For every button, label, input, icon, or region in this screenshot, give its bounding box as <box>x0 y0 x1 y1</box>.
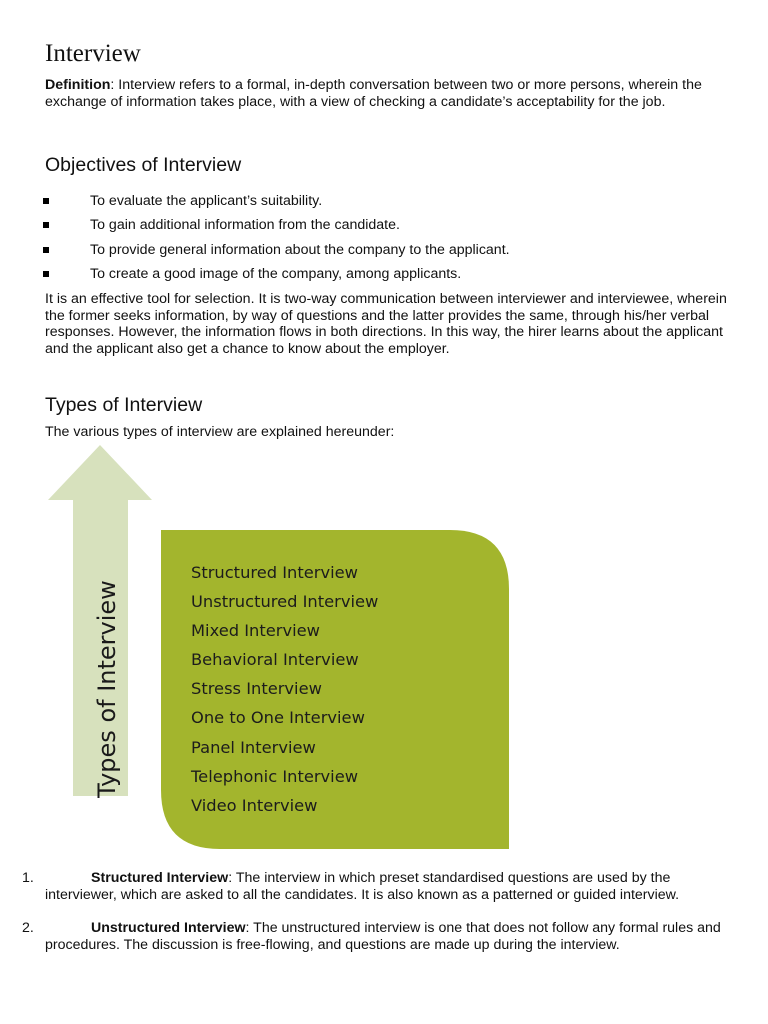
types-diagram <box>48 444 513 854</box>
types-list-item: Mixed Interview <box>191 621 320 641</box>
list-item <box>43 193 723 217</box>
item-text: : The interview in which preset standardised questions are used by the interviewer, which are asked to all the candidates. It is also known as a patterned or guided interview. <box>45 870 680 903</box>
types-list-item: Telephonic Interview <box>191 766 359 786</box>
types-list-item: Unstructured Interview <box>191 592 379 612</box>
types-intro: The various types of interview are explained hereunder: <box>45 424 395 440</box>
types-list-item: Video Interview <box>191 795 318 815</box>
item-number: 1. <box>22 870 34 886</box>
definition-label: Definition <box>45 77 111 93</box>
item-body <box>45 870 722 903</box>
types-list-item: Stress Interview <box>191 679 322 699</box>
item-body <box>45 920 722 953</box>
list-item <box>43 242 723 266</box>
bullet-icon <box>43 271 49 277</box>
bullet-icon <box>43 198 49 204</box>
types-list-item: Behavioral Interview <box>191 650 359 670</box>
types-list-item: One to One Interview <box>191 708 365 728</box>
list-item-text: To gain additional information from the candidate. <box>90 217 400 234</box>
objectives-list <box>43 193 723 290</box>
list-item <box>43 266 723 290</box>
bullet-icon <box>43 247 49 253</box>
list-item-text: To create a good image of the company, among applicants. <box>90 265 462 282</box>
list-item <box>43 217 723 241</box>
types-heading: Types of Interview <box>45 394 203 416</box>
definition-text: : Interview refers to a formal, in-depth conversation between two or more persons, wherein the exchange of information takes place, with a view of checking a candidate’s acceptability for the job. <box>45 77 702 110</box>
item-term: Unstructured Interview <box>91 920 246 936</box>
objectives-heading: Objectives of Interview <box>45 154 242 176</box>
bullet-icon <box>43 222 49 228</box>
list-item-text: To provide general information about the company to the applicant. <box>90 241 510 258</box>
item-text: : The unstructured interview is one that does not follow any formal rules and procedures. The discussion is free-flowing, and questions are made up during the interview. <box>45 920 721 953</box>
numbered-item <box>22 920 722 953</box>
types-list <box>191 558 378 820</box>
list-item-text: To evaluate the applicant’s suitability. <box>90 193 323 209</box>
item-term: Structured Interview <box>91 870 229 886</box>
definition-paragraph <box>45 77 735 110</box>
arrow-label: Types of Interview <box>93 580 121 798</box>
types-list-item: Panel Interview <box>191 737 316 757</box>
types-list-item: Structured Interview <box>191 563 358 582</box>
numbered-item <box>22 870 722 903</box>
item-number: 2. <box>22 920 34 936</box>
objectives-paragraph: It is an effective tool for selection. It is two-way communication between interviewer and interviewee, wherein the former seeks information, by way of questions and the latter provides the same, through his/her verbal responses. However, the information flows in both directions. In this way, the hirer learns about the applicant and the applicant also get a chance to know about the employer. <box>45 291 727 357</box>
page-title: Interview <box>45 40 141 67</box>
